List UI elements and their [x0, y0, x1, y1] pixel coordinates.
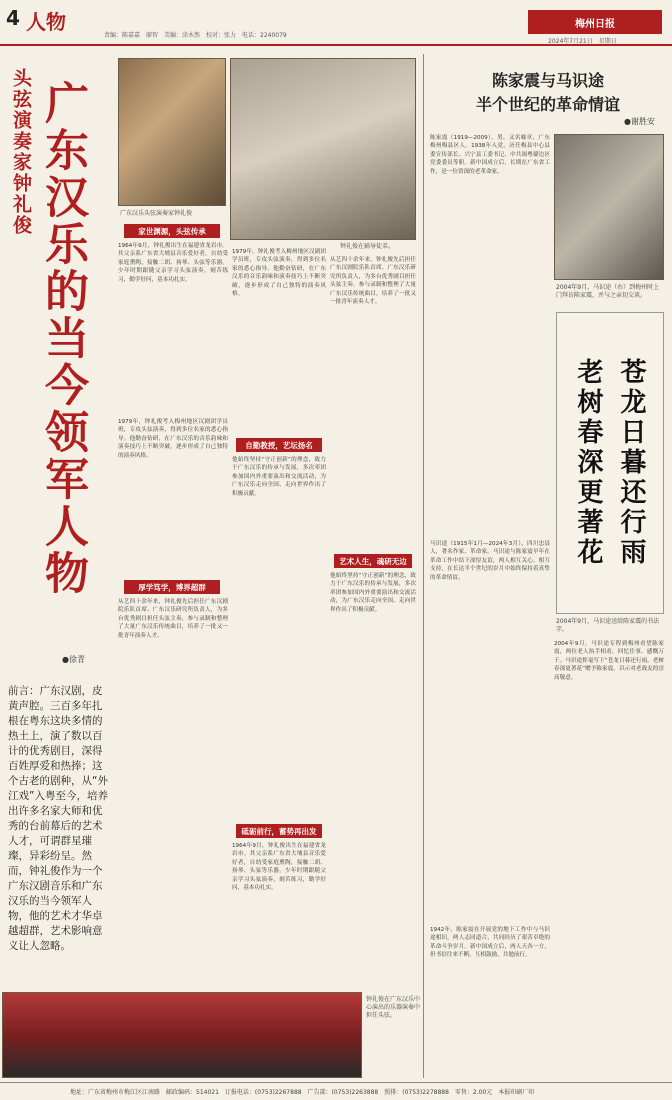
meeting-photo	[554, 134, 664, 280]
body-paragraph: 他始终坚持“守正创新”的理念，致力于广东汉乐的传承与发展，多次率团参加国内外重要演出和交流活动，为广东汉乐走向全国、走向世界作出了积极贡献。	[232, 457, 326, 497]
body-paragraph: 从艺四十余年来，钟礼俊先后担任广东汉剧院乐队首席、广东汉乐研究所负责人，为多台优秀剧目担任头弦主奏，参与录制和整理了大量广东汉乐传统曲目，培养了一批又一批青年演奏人才。	[118, 599, 228, 639]
section-subhead: 艺术人生，魂研无边	[334, 554, 412, 568]
calligraphy-line: 苍龙日暮还行雨	[616, 358, 646, 568]
article-preface: 前言：广东汉剧，皮黄声腔。三百多年扎根在粤东这块多情的热土上，演了数以百计的优秀剧目，深得百姓厚爱和热捧；这个古老的剧种，从“外江戏”入粤至今，培养出许多名家大师和优秀的台前幕后的艺术人才，可谓群星璀璨，异彩纷呈。然而，钟礼俊作为一个广东汉剧音乐和广东汉乐的当今领军人物，他的艺术才华卓越超群，艺术影响意义让人忽略。	[8, 685, 108, 952]
section-subhead: 厚学笃学，博界超群	[124, 580, 220, 594]
editorial-credits: 责编：陈嘉嘉 廖智 美编：涂木然 校对：张力 电话：2240079	[104, 32, 287, 39]
photo-caption: 钟礼俊在辅导徒弟。	[340, 243, 395, 250]
photo-caption: 2004年9月，马识途送给陈家震的书法字。	[556, 618, 660, 633]
article-author: ●徐青	[62, 655, 85, 664]
calligraphy-line: 老树春深更著花	[573, 358, 603, 568]
right-article	[428, 50, 668, 1080]
teaching-photo	[230, 58, 416, 240]
photo-caption: 2004年9月，马识途（右）到梅州时上门拜访陈家震，并与之亲切交谈。	[556, 284, 660, 299]
body-paragraph: 1979年，钟礼俊考入梅州地区汉剧团学员班，专攻头弦演奏，得到多位名家的悉心指导。他勤奋钻研，在广东汉乐的音乐韵味和演奏技巧上不断突破，逐步形成了自己独特的演奏风格。	[118, 419, 228, 459]
page-number: 4	[6, 6, 20, 30]
page-header	[0, 0, 672, 46]
article-author: ●谢胜安	[624, 117, 655, 126]
body-paragraph: 1964年9月，钟礼俊出生在福建省龙岩市。其父亲系广东省大埔县音乐爱好者，自幼受家庭熏陶，接触二胡、扬琴、头弦等乐器。少年时期跟随父亲学习头弦演奏，刻苦练习，勤学好问，基本功扎实。	[232, 843, 326, 892]
photo-caption: 钟礼俊在广东汉乐中心演出的乐器演奏中担任头弦。	[366, 996, 421, 1019]
column-divider	[423, 54, 424, 1078]
body-paragraph: 马识途（1915年1月—2024年3月），四川忠县人，著名作家、革命家。马识途与陈家震早年在革命工作中结下深厚友谊，两人相互关心、相互支持，在长达半个世纪的岁月中始终保持着真挚的革命情谊。	[430, 541, 550, 581]
newspaper-masthead: 梅州日报	[528, 10, 662, 34]
body-paragraph: 陈家震（1919—2009），男，又名喻章，广东梅州梅县区人。1938年入党，历任梅县中心县委宣传部长、兴宁县工委书记、中共闽粤赣边区党委委员等职。新中国成立后，长期在广东省工作，是一位资深的老革命家。	[430, 135, 550, 175]
photo-caption: 广东汉乐头弦演奏家钟礼俊	[120, 210, 193, 217]
stage-performance-photo	[2, 992, 362, 1078]
body-paragraph: 从艺四十余年来，钟礼俊先后担任广东汉剧院乐队首席、广东汉乐研究所负责人，为多台优秀剧目担任头弦主奏，参与录制和整理了大量广东汉乐传统曲目，培养了一批又一批青年演奏人才。	[330, 257, 416, 306]
article-title: 广东汉乐的当今领军人物	[37, 80, 88, 597]
section-subhead: 砥砺前行，蓄势再出发	[236, 824, 322, 838]
body-paragraph: 1964年9月，钟礼俊出生在福建省龙岩市。其父亲系广东省大埔县音乐爱好者，自幼受家庭熏陶，接触二胡、扬琴、头弦等乐器。少年时期跟随父亲学习头弦演奏，刻苦练习，勤学好问，基本功扎实。	[118, 243, 228, 283]
article-subtitle: 头弦演奏家钟礼俊	[10, 68, 32, 236]
section-subhead: 自勤教授，艺坛扬名	[236, 438, 322, 452]
page-footer: 地址：广东省梅州市梅江区江南路 邮政编码：514021 订报电话：(0753)2267888 广告部：(0753)2263888 照排：(0753)2278888 零售：2.00元 本报印刷厂印	[0, 1082, 672, 1100]
body-paragraph: 2004年9月，马识途专程到梅州看望陈家震，两位老人执手相看，回忆往事，感慨万千。马识途挥毫写下“苍龙日暮还行雨，老树春深更著花”赠予陈家震，以示对老战友的崇高敬意。	[554, 641, 664, 681]
left-article	[0, 50, 420, 1080]
section-subhead: 家世渊源，头弦传承	[124, 224, 220, 238]
body-paragraph: 1979年，钟礼俊考入梅州地区汉剧团学员班，专攻头弦演奏，得到多位名家的悉心指导。他勤奋钻研，在广东汉乐的音乐韵味和演奏技巧上不断突破，逐步形成了自己独特的演奏风格。	[232, 249, 326, 298]
article-title-line2: 半个世纪的革命情谊	[475, 95, 620, 114]
portrait-photo	[118, 58, 226, 206]
calligraphy-image	[556, 312, 664, 614]
body-paragraph: 他始终坚持“守正创新”的理念，致力于广东汉乐的传承与发展，多次率团参加国内外重要演出和交流活动，为广东汉乐走向全国、走向世界作出了积极贡献。	[330, 573, 416, 613]
section-title: 人物	[26, 10, 66, 34]
article-title: 陈家震与马识途	[491, 71, 604, 90]
body-paragraph: 1942年，陈家震在开展党的地下工作中与马识途相识。两人志同道合，共同经历了艰苦卓绝的革命斗争岁月。新中国成立后，两人天各一方，但书信往来不断，互相鼓励，共勉前行。	[430, 927, 550, 959]
issue-date: 2024年7月21日 星期日	[548, 38, 617, 45]
